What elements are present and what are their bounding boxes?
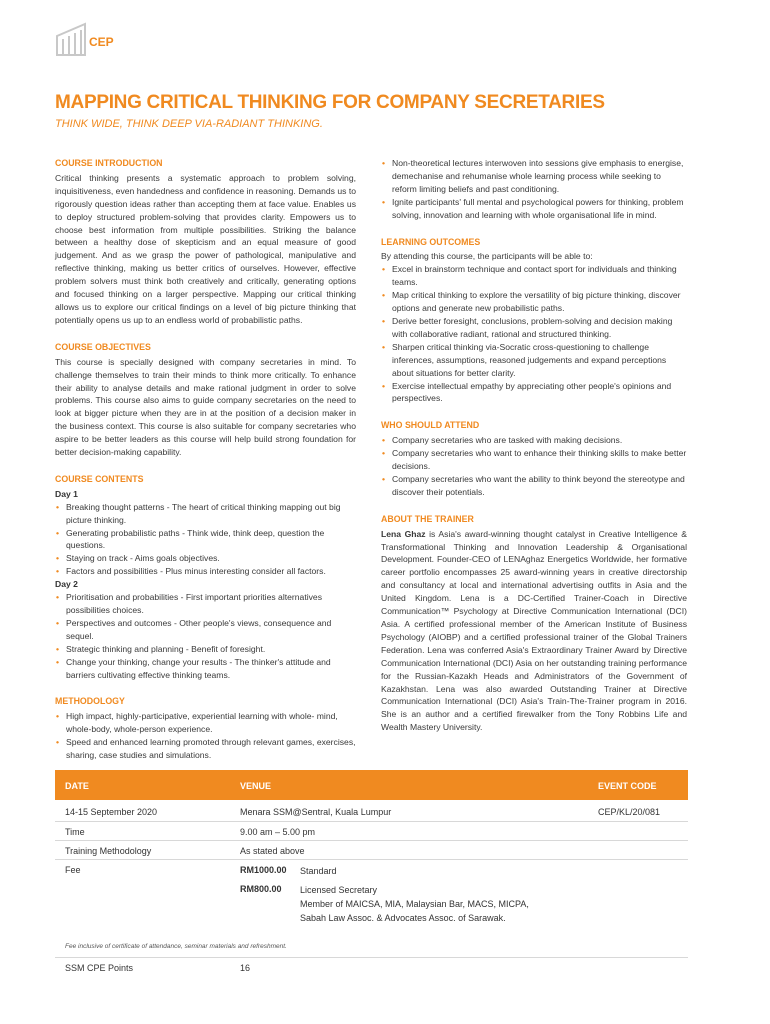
methodology-list — [55, 710, 356, 762]
trainer-bio — [381, 528, 687, 735]
list-item: • Company secretaries who want to enhance their thinking skills to make better decisions. — [381, 447, 687, 473]
time-label: Time — [65, 827, 85, 837]
time-value: 9.00 am – 5.00 pm — [240, 827, 316, 837]
section-heading: WHO SHOULD ATTEND — [381, 420, 480, 431]
day-label: Day 1 — [55, 488, 78, 499]
table-row — [55, 800, 688, 822]
list-item: • Speed and enhanced learning promoted through relevant games, exercises, sharing, case studies and simulations. — [55, 736, 356, 762]
left-column — [55, 157, 356, 776]
methodology-continued — [381, 157, 687, 222]
header-venue: VENUE — [240, 781, 272, 791]
list-item: • Company secretaries who want the ability to think beyond the stereotype and discover their potentials. — [381, 473, 687, 499]
section-heading: ABOUT THE TRAINER — [381, 513, 474, 524]
day2-list — [55, 591, 356, 681]
fee-label: Fee — [65, 865, 81, 875]
fee-footnote: Fee inclusive of certificate of attendance, seminar materials and refreshment. — [65, 943, 287, 950]
header-date: DATE — [65, 781, 89, 791]
table-header — [55, 770, 688, 800]
page-subtitle: THINK WIDE, THINK DEEP VIA-RADIANT THINKING. — [55, 118, 323, 130]
outcomes-intro: By attending this course, the participants will be able to: — [381, 251, 593, 262]
list-item: • Sharpen critical thinking via-Socratic cross-questioning to challenge inferences, assumptions, reasoned judgements and expand perceptions about situations for better clarity. — [381, 341, 687, 380]
fee-amount-licensed: RM800.00 — [240, 884, 282, 894]
table-row — [55, 841, 688, 860]
table-row — [55, 958, 688, 977]
logo-text: CEP — [89, 35, 114, 49]
section-heading: LEARNING OUTCOMES — [381, 236, 481, 247]
venue-value: Menara SSM@Sentral, Kuala Lumpur — [240, 807, 392, 817]
list-item: • Strategic thinking and planning - Benefit of foresight. — [55, 643, 356, 656]
fee-amount-standard: RM1000.00 — [240, 865, 287, 875]
fee-desc-standard: Standard — [300, 866, 337, 876]
about-the-trainer — [381, 513, 687, 734]
day1-list — [55, 501, 356, 578]
list-item: • Map critical thinking to explore the versatility of big picture thinking, discover options and generate new probabilistic paths. — [381, 289, 687, 315]
attend-list — [381, 434, 687, 499]
methodology-list-continued — [381, 157, 687, 222]
list-item: • Perspectives and outcomes - Other people's views, consequence and sequel. — [55, 617, 356, 643]
list-item: • Ignite participants' full mental and psychological powers for thinking, problem solving, innovation and learning with whole organisational life in mind. — [381, 196, 687, 222]
list-item: • Change your thinking, change your results - The thinker's attitude and barriers cultivating effective thinking teams. — [55, 656, 356, 682]
learning-outcomes — [381, 236, 687, 406]
list-item: • Exercise intellectual empathy by appreciating other people's opinions and perspectives. — [381, 380, 687, 406]
list-item: • Excel in brainstorm technique and contact sport for individuals and thinking teams. — [381, 263, 687, 289]
method-label: Training Methodology — [65, 846, 152, 856]
list-item: • Generating probabilistic paths - Think wide, think deep, question the questions. — [55, 527, 356, 553]
course-contents — [55, 473, 356, 682]
cpe-value: 16 — [240, 963, 251, 973]
methodology — [55, 695, 356, 762]
fee-desc-members: Member of MAICSA, MIA, Malaysian Bar, MACS, MICPA, — [300, 899, 529, 909]
header-event-code: EVENT CODE — [598, 781, 657, 791]
list-item: • Prioritisation and probabilities - First important priorities alternatives possibilities choices. — [55, 591, 356, 617]
day-label: Day 2 — [55, 579, 78, 590]
page-title: MAPPING CRITICAL THINKING FOR COMPANY SECRETARIES — [55, 92, 605, 113]
trainer-name: Lena Ghaz — [381, 528, 426, 539]
who-should-attend — [381, 419, 687, 498]
date-value: 14-15 September 2020 — [65, 807, 158, 817]
fee-desc-associations: Sabah Law Assoc. & Advocates Assoc. of Sarawak. — [300, 913, 506, 923]
list-item: • High impact, highly-participative, experiential learning with whole- mind, whole-body, whole-person experience. — [55, 710, 356, 736]
list-item: • Breaking thought patterns - The heart of critical thinking mapping out big picture thinking. — [55, 501, 356, 527]
method-value: As stated above — [240, 846, 305, 856]
course-introduction — [55, 157, 356, 327]
outcomes-list — [381, 263, 687, 405]
list-item: • Derive better foresight, conclusions, problem-solving and decision making with collaborative radiant, rational and structured thinking. — [381, 315, 687, 341]
list-item: • Non-theoretical lectures interwoven into sessions give emphasis to energise, demechanise and rehumanise whole learning process while seeking to reform limiting beliefs and past conditioning. — [381, 157, 687, 196]
list-item: • Company secretaries who are tasked with making decisions. — [381, 434, 687, 447]
event-code-value: CEP/KL/20/081 — [598, 807, 661, 817]
list-item: • Factors and possibilities - Plus minus interesting consider all factors. — [55, 565, 356, 578]
intro-text: Critical thinking presents a systematic approach to problem solving, inquisitiveness, even handedness and confidence in reasoning. Demands us to rigorously question ideas rather than accepting them at face value. Enables us to deploy structured problem-solving that provides clarity. Empowers us to choose best information from multiple possibilities. Striking the balance between a healthy dose of skepticism and an equal measure of good judgement. And as we grasp the power of pathological, manipulative and reflective thinking, making us better critics of ourselves. However, effective problem solvers must think both creatively and critically, generating options and focused thinking on a larger perspective. Mapping our critical thinking allows us to explore our critical findings on a level of big picture thinking that potentially opens us up to an endless world of probabilistic paths. — [55, 172, 356, 325]
objectives-text: This course is specially designed with company secretaries in mind. To challenge themselves to train their minds to think more critically. To enhance their ability to analyse details and make rational judgment in order to solve problems. This course also aims to guide company secretaries on the need to look at bigger picture when they are in at the position of a decision maker in the business context. This course is also suitable for company secretaries who aspire to be better leaders as this course will help build strong foundation for better decision-making capability. — [55, 356, 356, 458]
right-column — [381, 157, 687, 748]
section-heading: COURSE INTRODUCTION — [55, 158, 163, 168]
section-heading: COURSE CONTENTS — [55, 473, 144, 484]
course-objectives — [55, 341, 356, 459]
trainer-text: is Asia's award-winning thought catalyst in Creative Intelligence & Transformational Thinking and Innovation Leadership & Organisational Development. Founder-CEO of LENAghaz Energetics Worldwide, her formative career portfolio encompasses 25 award-winning years in creative directorship and consultancy at local and international advertising outfits in Asia and the United Kingdom. Lena is a DC-Certified Trainer-Coach in Directive Communication™ Psychology at Directive Communication International (DCI) Asia. A certified professional member of the American Institute of Business Psychology (AIOBP) and a certified professional trainer of the Global Trainers Federation. Lena was conferred Asia's Extraordinary Trainer Award by Directive Communication International (DCI) Asia on her outstanding training performance for the Russian-Kazakh Heads and Administrators of the Government of Kazakhstan. Lena was also awarded Outstanding Trainer at Directive Communication International (DCI) Asia's Train-The-Trainer program in 2016. She is an author and a certified firewalker from the Tony Robbins Life and Wealth Mastery University. — [381, 528, 687, 733]
cpe-label: SSM CPE Points — [65, 963, 134, 973]
table-row — [55, 822, 688, 841]
section-heading: METHODOLOGY — [55, 696, 125, 707]
list-item: • Staying on track - Aims goals objectives. — [55, 552, 356, 565]
fee-desc-licensed: Licensed Secretary — [300, 885, 378, 895]
section-heading: COURSE OBJECTIVES — [55, 341, 151, 352]
